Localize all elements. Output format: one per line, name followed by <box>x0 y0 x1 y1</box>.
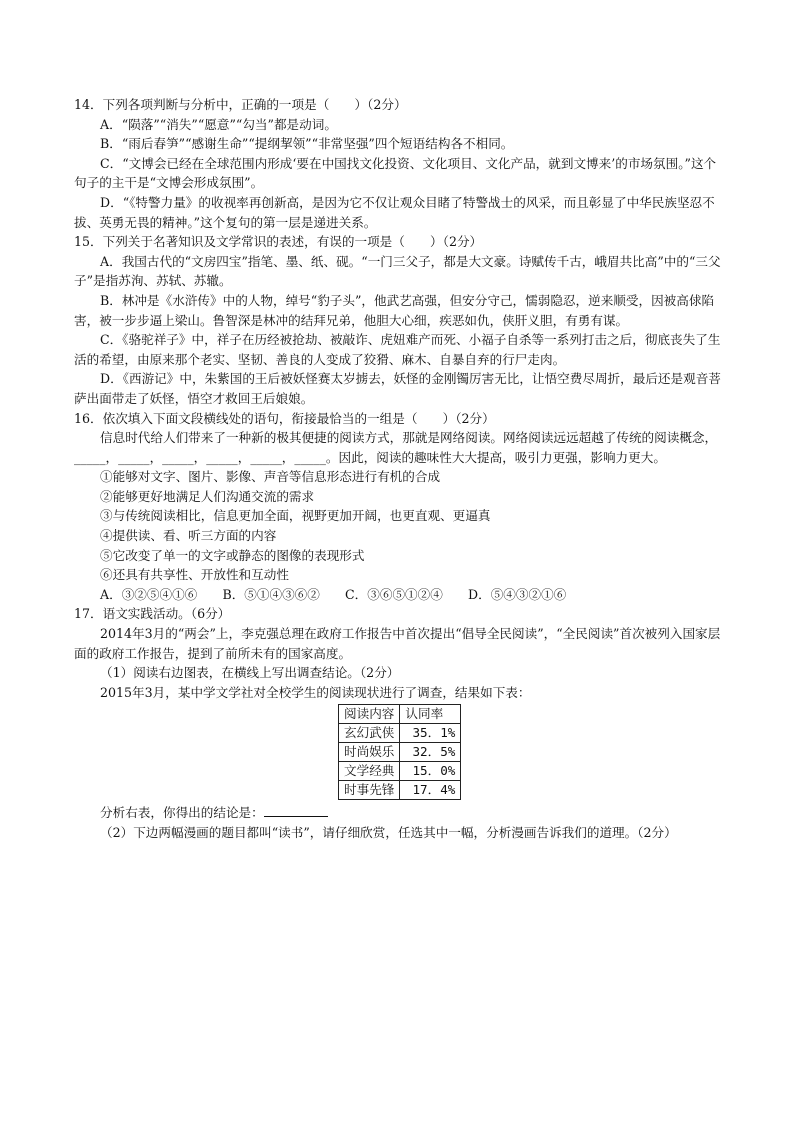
survey-header-content: 阅读内容 <box>339 705 400 724</box>
q17-stem: 17．语文实践活动。（6分） <box>74 606 231 622</box>
q15-stem: 15．下列关于名著知识及文学常识的表述，有误的一项是（ ）（2分） <box>74 234 483 250</box>
survey-cell-content: 时事先锋 <box>339 781 400 800</box>
q17-part-2: （2）下边两幅漫画的题目都叫“读书”，请仔细欣赏，任选其中一幅，分析漫画告诉我们的道理。（2分） <box>100 825 677 840</box>
q15-option-c: C．《骆驼祥子》中，祥子在历经被抢劫、被敲诈、虎妞难产而死、小福子自杀等一系列打击之后，彻底丧失了生活的希望，由原来那个老实、坚韧、善良的人变成了狡猾、麻木、自暴自弃的行尸走肉。 <box>74 332 721 367</box>
survey-cell-rate: 32．5% <box>400 743 461 762</box>
q15-option-b: B．林冲是《水浒传》中的人物，绰号“豹子头”，他武艺高强，但安分守己，懦弱隐忍，逆来顺受，因被高俅陷害，被一步步逼上梁山。鲁智深是林冲的结拜兄弟，他胆大心细，疾恶如仇，侠肝义胆，有勇有谋。 <box>74 292 715 328</box>
survey-cell-content: 时尚娱乐 <box>339 743 400 762</box>
survey-table <box>338 704 461 800</box>
q17-survey-intro: 2015年3月，某中学文学社对全校学生的阅读现状进行了调查，结果如下表： <box>100 684 531 700</box>
question-16 <box>74 409 724 605</box>
q17-analysis-label: 分析右表，你得出的结论是： <box>100 805 264 821</box>
q16-options: A．③②⑤④①⑥ B．⑤①④③⑥② C．③⑥⑤①②④ D．⑤④③②①⑥ <box>100 586 567 602</box>
question-14 <box>74 95 724 232</box>
q17-part-1: （1）阅读右边图表，在横线上写出调查结论。（2分） <box>100 665 400 681</box>
q16-passage: 信息时代给人们带来了一种新的极其便捷的阅读方式，那就是网络阅读。网络阅读远远超越了传统的阅读概念，_____，_____，_____，_____，_____，_____。因此，阅读的趣味性大大提高，吸引力更强，影响力更大。 <box>74 430 718 465</box>
table-row <box>339 724 461 743</box>
q15-option-d: D．《西游记》中，朱紫国的王后被妖怪赛太岁掳去，妖怪的金刚镯厉害无比，让悟空费尽周折，最后还是观音菩萨出面带走了妖怪，悟空才救回王后娘娘。 <box>74 371 721 406</box>
q14-option-b: B．“雨后春笋”“感谢生命”“提纲挈领”“非常坚强”四个短语结构各不相同。 <box>100 136 514 152</box>
survey-header-rate: 认同率 <box>400 705 461 724</box>
q16-item-5: ⑤它改变了单一的文字或静态的图像的表现形式 <box>100 547 365 563</box>
q17-intro: 2014年3月的“两会”上，李克强总理在政府工作报告中首次提出“倡导全民阅读”，“全民阅读”首次被列入国家层面的政府工作报告，提到了前所未有的国家高度。 <box>74 626 721 661</box>
q14-option-d: D．“《特警力量》的收视率再创新高，是因为它不仅让观众目睹了特警战士的风采，而且彰显了中华民族坚忍不拔、英勇无畏的精神。”这个复句的第一层是递进关系。 <box>74 194 715 230</box>
question-17 <box>74 604 724 842</box>
q14-stem: 14．下列各项判断与分析中，正确的一项是（ ）（2分） <box>74 97 407 112</box>
q14-option-a: A．“陨落”“消失”“愿意”“勾当”都是动词。 <box>100 116 337 132</box>
survey-table-header <box>339 705 461 724</box>
q16-item-6: ⑥还具有共享性、开放性和互动性 <box>100 567 289 583</box>
survey-cell-rate: 35．1% <box>400 724 461 743</box>
survey-cell-content: 文学经典 <box>339 762 400 781</box>
table-row <box>339 781 461 800</box>
table-row <box>339 762 461 781</box>
q16-item-1: ①能够对文字、图片、影像、声音等信息形态进行有机的合成 <box>100 469 441 485</box>
q15-option-a: A．我国古代的“文房四宝”指笔、墨、纸、砚。“一门三父子，都是大文豪。诗赋传千古，峨眉共比高”中的“三父子”是指苏洵、苏轼、苏辙。 <box>74 253 721 289</box>
q16-item-2: ②能够更好地满足人们沟通交流的需求 <box>100 488 315 504</box>
q17-analysis-line <box>74 803 724 823</box>
survey-cell-content: 玄幻武侠 <box>339 724 400 743</box>
question-15 <box>74 232 724 408</box>
q16-stem: 16．依次填入下面文段横线处的语句，衔接最恰当的一组是（ ）（2分） <box>74 410 495 426</box>
survey-cell-rate: 17．4% <box>400 781 461 800</box>
q16-item-4: ④提供读、看、听三方面的内容 <box>100 528 277 544</box>
q14-option-c: C．“文博会已经在全球范围内形成‘要在中国找文化投资、文化项目、文化产品，就到文博来’的市场氛围。”这个句子的主干是“文博会形成氛围”。 <box>74 155 717 191</box>
q16-item-3: ③与传统阅读相比，信息更加全面，视野更加开阔，也更直观、更逼真 <box>100 508 491 524</box>
table-row <box>339 743 461 762</box>
answer-blank[interactable] <box>264 803 328 817</box>
survey-cell-rate: 15．0% <box>400 762 461 781</box>
exam-content <box>74 95 724 843</box>
